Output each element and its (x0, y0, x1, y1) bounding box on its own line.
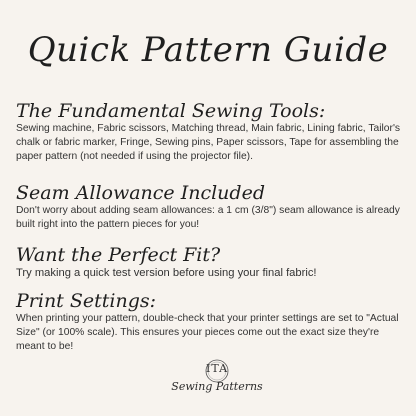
page-title: Quick Pattern Guide (27, 30, 389, 70)
brand-logo (162, 356, 272, 406)
section-perfect-fit (16, 244, 402, 280)
section-sewing-tools (16, 100, 402, 164)
section-body: When printing your pattern, double-check that your printer settings are set to "Actual Size" (or 100% scale). This ensures your pieces come out the exact size they're meant to be! (16, 313, 399, 352)
section-body: Sewing machine, Fabric scissors, Matching thread, Main fabric, Lining fabric, Tailor's chalk or fabric marker, Fringe, Sewing pins, Paper scissors, Tape for assembling the paper pattern (not needed if using the projector file). (16, 123, 401, 162)
section-heading: Want the Perfect Fit? (16, 244, 221, 266)
section-heading: Print Settings: (16, 290, 157, 312)
section-heading: Seam Allowance Included (16, 182, 265, 204)
section-body: Try making a quick test version before using your final fabric! (16, 267, 317, 279)
logo-monogram: ITA (205, 362, 229, 375)
section-seam-allowance (16, 182, 402, 232)
section-print-settings (16, 290, 402, 354)
section-heading: The Fundamental Sewing Tools: (16, 100, 326, 122)
logo-brand-name: Sewing Patterns (171, 380, 263, 393)
section-body: Don't worry about adding seam allowances: a 1 cm (3/8") seam allowance is already built right into the pattern pieces for you! (16, 205, 400, 230)
